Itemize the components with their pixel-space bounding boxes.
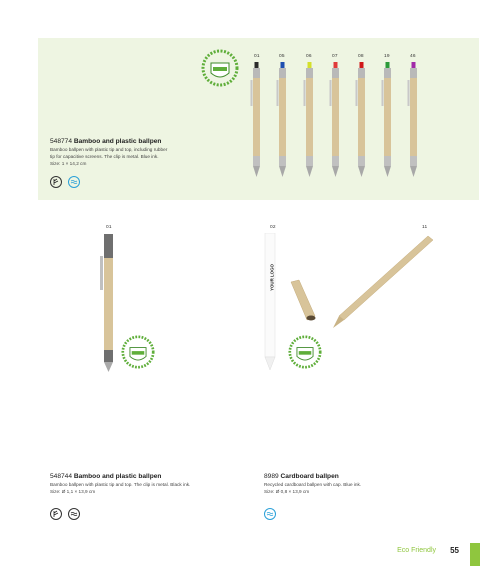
product-description [50, 147, 167, 167]
description-line: tip for capacitive screens. The clip is metal. Blue ink. [50, 153, 159, 159]
product-title [264, 473, 339, 480]
color-code: 08 [358, 54, 364, 59]
product-code: 548774 [50, 138, 73, 145]
color-code: 07 [332, 54, 338, 59]
description-line: Size: Ø 0,8 × 13,9 cm [264, 488, 310, 494]
product-name: Bamboo and plastic ballpen [73, 473, 162, 480]
product-description [50, 482, 190, 496]
eco-seal-icon [201, 49, 239, 87]
color-code: 02 [270, 225, 276, 230]
bamboo-icon [50, 508, 62, 520]
logo-imprint: YOUR LOGO [269, 264, 275, 291]
description-line: Recycled cardboard ballpen with cap. Blue ink. [264, 482, 362, 487]
water-icon [68, 176, 80, 188]
eco-seal-icon [288, 335, 322, 369]
water-icon [264, 508, 276, 520]
bamboo-icon [50, 176, 62, 188]
product-title [50, 473, 161, 480]
product-name: Cardboard ballpen [280, 473, 339, 480]
eco-seal-icon [121, 335, 155, 369]
product-name: Bamboo and plastic ballpen [73, 138, 162, 145]
product-description [264, 482, 361, 496]
description-line: Bamboo ballpen with plastic tip and top. The clip is metal. Black ink. [50, 482, 191, 487]
cardboard-pen-cap-image [285, 278, 325, 326]
product-code: 8989 [264, 473, 279, 480]
product-code: 548744 [50, 473, 73, 480]
description-line: Size: 1 × 14,2 cm [50, 160, 87, 166]
top-pen [408, 62, 418, 177]
bamboo-pen-image [98, 234, 120, 374]
top-pen [251, 62, 261, 177]
color-code: 01 [106, 225, 112, 230]
top-pen [330, 62, 340, 177]
color-code: 46 [410, 54, 416, 59]
top-pen [304, 62, 314, 177]
description-line: Bamboo ballpen with plastic tip and top, including rubber [50, 147, 168, 152]
top-pen [382, 62, 392, 177]
top-pen [277, 62, 287, 177]
water-icon [68, 508, 80, 520]
section-tab [470, 543, 480, 566]
color-code: 11 [422, 225, 428, 230]
color-code: 01 [254, 54, 260, 59]
color-code: 06 [306, 54, 312, 59]
page-number: 55 [450, 546, 459, 555]
color-code: 05 [279, 54, 285, 59]
cardboard-pen-white-image [260, 233, 280, 373]
product-title [50, 138, 161, 145]
color-code: 19 [384, 54, 390, 59]
section-label: Eco Friendly [397, 547, 436, 554]
cardboard-pen-brown-image [330, 232, 435, 332]
top-pen [356, 62, 366, 177]
description-line: Size: Ø 1,1 × 13,9 cm [50, 488, 96, 494]
pen-lineup-image [245, 62, 435, 182]
